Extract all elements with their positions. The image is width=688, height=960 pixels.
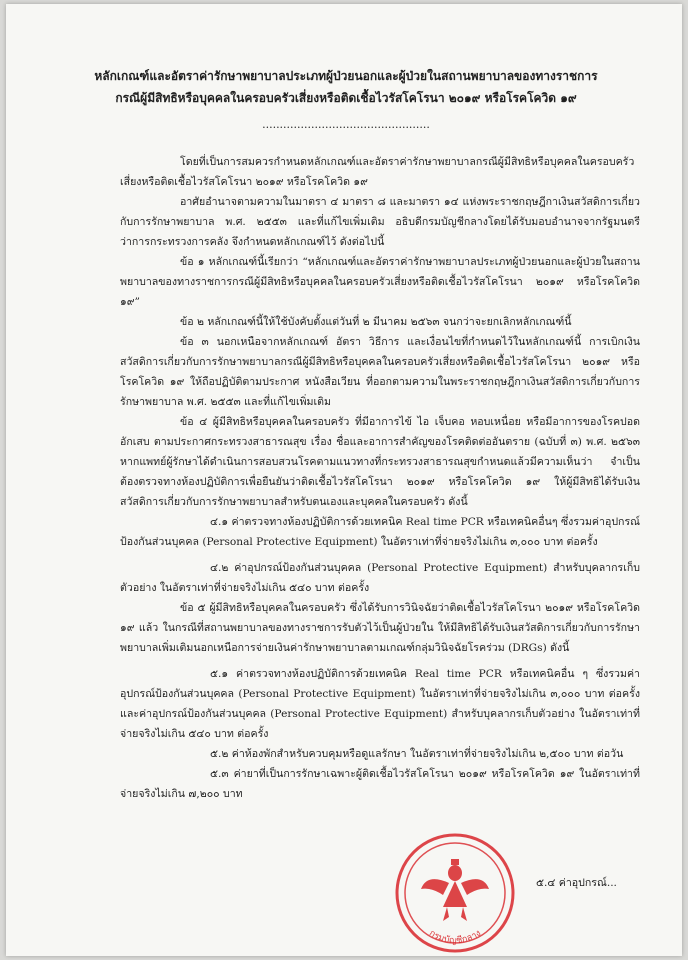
paragraph-clause-3: ข้อ ๓ นอกเหนือจากหลักเกณฑ์ อัตรา วิธีการ และเงื่อนไขที่กำหนดไว้ในหลักเกณฑ์นี้ การเบิกเงินสวัสดิการเกี่ยวกับการรักษาพยาบาลกรณีผู้มีสิทธิหรือบุคคลในครอบครัวเสี่ยงหรือติดเชื้อไวรัสโคโรนา ๒๐๑๙ หรือโรคโควิด ๑๙ ให้ถือปฏิบัติตามประกาศ หนังสือเวียน ที่ออกตามความในพระราชกฤษฎีกาเงินสวัสดิการเกี่ยวกับการรักษาพยาบาล พ.ศ. ๒๕๕๓ และที่แก้ไขเพิ่มเติม [120, 336, 640, 408]
paragraph-authority: อาศัยอำนาจตามความในมาตรา ๔ มาตรา ๘ และมาตรา ๑๔ แห่งพระราชกฤษฎีกาเงินสวัสดิการเกี่ยวกับการรักษาพยาบาล พ.ศ. ๒๕๕๓ และที่แก้ไขเพิ่มเติม อธิบดีกรมบัญชีกลางโดยได้รับมอบอำนาจจากรัฐมนตรีว่าการกระทรวงการคลัง จึงกำหนดหลักเกณฑ์ไว้ ดังต่อไปนี้ [120, 196, 640, 248]
paragraph-clause-5-3: ๕.๓ ค่ายาที่เป็นการรักษาเฉพาะผู้ติดเชื้อไวรัสโคโรนา ๒๐๑๙ หรือโรคโควิด ๑๙ ในอัตราเท่าที่จ่ายจริงไม่เกิน ๗,๒๐๐ บาท [120, 768, 640, 800]
document-page [6, 4, 682, 956]
comptroller-seal-stamp [391, 829, 519, 956]
document-title-line-2: กรณีผู้มีสิทธิหรือบุคคลในครอบครัวเสี่ยงหรือติดเชื้อไวรัสโคโรนา ๒๐๑๙ หรือโรคโควิด ๑๙ [115, 91, 577, 105]
svg-text:กรมบัญชีกลาง [427, 929, 483, 947]
paragraph-clause-4-2: ๔.๒ ค่าอุปกรณ์ป้องกันส่วนบุคคล (Personal Protective Equipment) สำหรับบุคลากรเก็บตัวอย่าง ในอัตราเท่าที่จ่ายจริงไม่เกิน ๕๔๐ บาท ต่อครั้ง [120, 562, 640, 594]
paragraph-clause-1: ข้อ ๑ หลักเกณฑ์นี้เรียกว่า “หลักเกณฑ์และอัตราค่ารักษาพยาบาลประเภทผู้ป่วยนอกและผู้ป่วยในสถานพยาบาลของทางราชการกรณีผู้มีสิทธิหรือบุคคลในครอบครัวเสี่ยงหรือติดเชื้อไวรัสโคโรนา ๒๐๑๙ หรือโรคโควิด ๑๙” [120, 256, 640, 308]
paragraph-clause-4: ข้อ ๔ ผู้มีสิทธิหรือบุคคลในครอบครัว ที่มีอาการไข้ ไอ เจ็บคอ หอบเหนื่อย หรือมีอาการของโรคปอดอักเสบ ตามประกาศกระทรวงสาธารณสุข เรื่อง ชื่อและอาการสำคัญของโรคติดต่ออันตราย (ฉบับที่ ๓) พ.ศ. ๒๕๖๓ หากแพทย์ผู้รักษาได้ดำเนินการสอบสวนโรคตามแนวทางที่กระทรวงสาธารณสุขกำหนดแล้วมีความเห็นว่า จำเป็นต้องตรวจทางห้องปฏิบัติการเพื่อยืนยันว่าติดเชื้อไวรัสโคโรนา ๒๐๑๙ หรือโรคโควิด ๑๙ ให้ผู้มีสิทธิได้รับเงินสวัสดิการเกี่ยวกับการรักษาพยาบาลสำหรับตนเองและบุคคลในครอบครัว ดังนี้ [120, 416, 640, 508]
paragraph-clause-2: ข้อ ๒ หลักเกณฑ์นี้ให้ใช้บังคับตั้งแต่วันที่ ๒ มีนาคม ๒๕๖๓ จนกว่าจะยกเลิกหลักเกณฑ์นี้ [180, 316, 572, 328]
seal-text: กรมบัญชีกลาง [427, 928, 483, 947]
title-separator: ................................................ [262, 118, 430, 131]
continuation-reference: ๕.๔ ค่าอุปกรณ์... [536, 877, 617, 889]
paragraph-intro: โดยที่เป็นการสมควรกำหนดหลักเกณฑ์และอัตราค่ารักษาพยาบาลกรณีผู้มีสิทธิหรือบุคคลในครอบครัวเสี่ยงหรือติดเชื้อไวรัสโคโรนา ๒๐๑๙ หรือโรคโควิด ๑๙ [120, 156, 635, 188]
garuda-emblem-icon [421, 859, 489, 921]
paragraph-clause-5: ข้อ ๕ ผู้มีสิทธิหรือบุคคลในครอบครัว ซึ่งได้รับการวินิจฉัยว่าติดเชื้อไวรัสโคโรนา ๒๐๑๙ หรือโรคโควิด ๑๙ แล้ว ในกรณีที่สถานพยาบาลของทางราชการรับตัวไว้เป็นผู้ป่วยใน ให้มีสิทธิได้รับเงินสวัสดิการเกี่ยวกับการรักษาพยาบาลเพิ่มเติมนอกเหนือการจ่ายเงินค่ารักษาพยาบาลตามเกณฑ์กลุ่มวินิจฉัยโรคร่วม (DRGs) ดังนี้ [120, 602, 640, 654]
document-title-line-1: หลักเกณฑ์และอัตราค่ารักษาพยาบาลประเภทผู้ป่วยนอกและผู้ป่วยในสถานพยาบาลของทางราชการ [94, 69, 598, 83]
paragraph-clause-5-2: ๕.๒ ค่าห้องพักสำหรับควบคุมหรือดูแลรักษา ในอัตราเท่าที่จ่ายจริงไม่เกิน ๒,๕๐๐ บาท ต่อวัน [210, 748, 624, 760]
paragraph-clause-4-1: ๔.๑ ค่าตรวจทางห้องปฏิบัติการด้วยเทคนิค Real time PCR หรือเทคนิคอื่นๆ ซึ่งรวมค่าอุปกรณ์ป้องกันส่วนบุคคล (Personal Protective Equipment) ในอัตราเท่าที่จ่ายจริงไม่เกิน ๓,๐๐๐ บาท ต่อครั้ง [120, 516, 640, 548]
paragraph-clause-5-1: ๕.๑ ค่าตรวจทางห้องปฏิบัติการด้วยเทคนิค Real time PCR หรือเทคนิคอื่น ๆ ซึ่งรวมค่าอุปกรณ์ป้องกันส่วนบุคคล (Personal Protective Equipment) ในอัตราเท่าที่จ่ายจริงไม่เกิน ๓,๐๐๐ บาท ต่อครั้ง และค่าอุปกรณ์ป้องกันส่วนบุคคล (Personal Protective Equipment) สำหรับบุคลากรเก็บตัวอย่าง ในอัตราเท่าที่จ่ายจริงไม่เกิน ๕๔๐ บาท ต่อครั้ง [120, 668, 640, 740]
document-body [120, 152, 640, 804]
